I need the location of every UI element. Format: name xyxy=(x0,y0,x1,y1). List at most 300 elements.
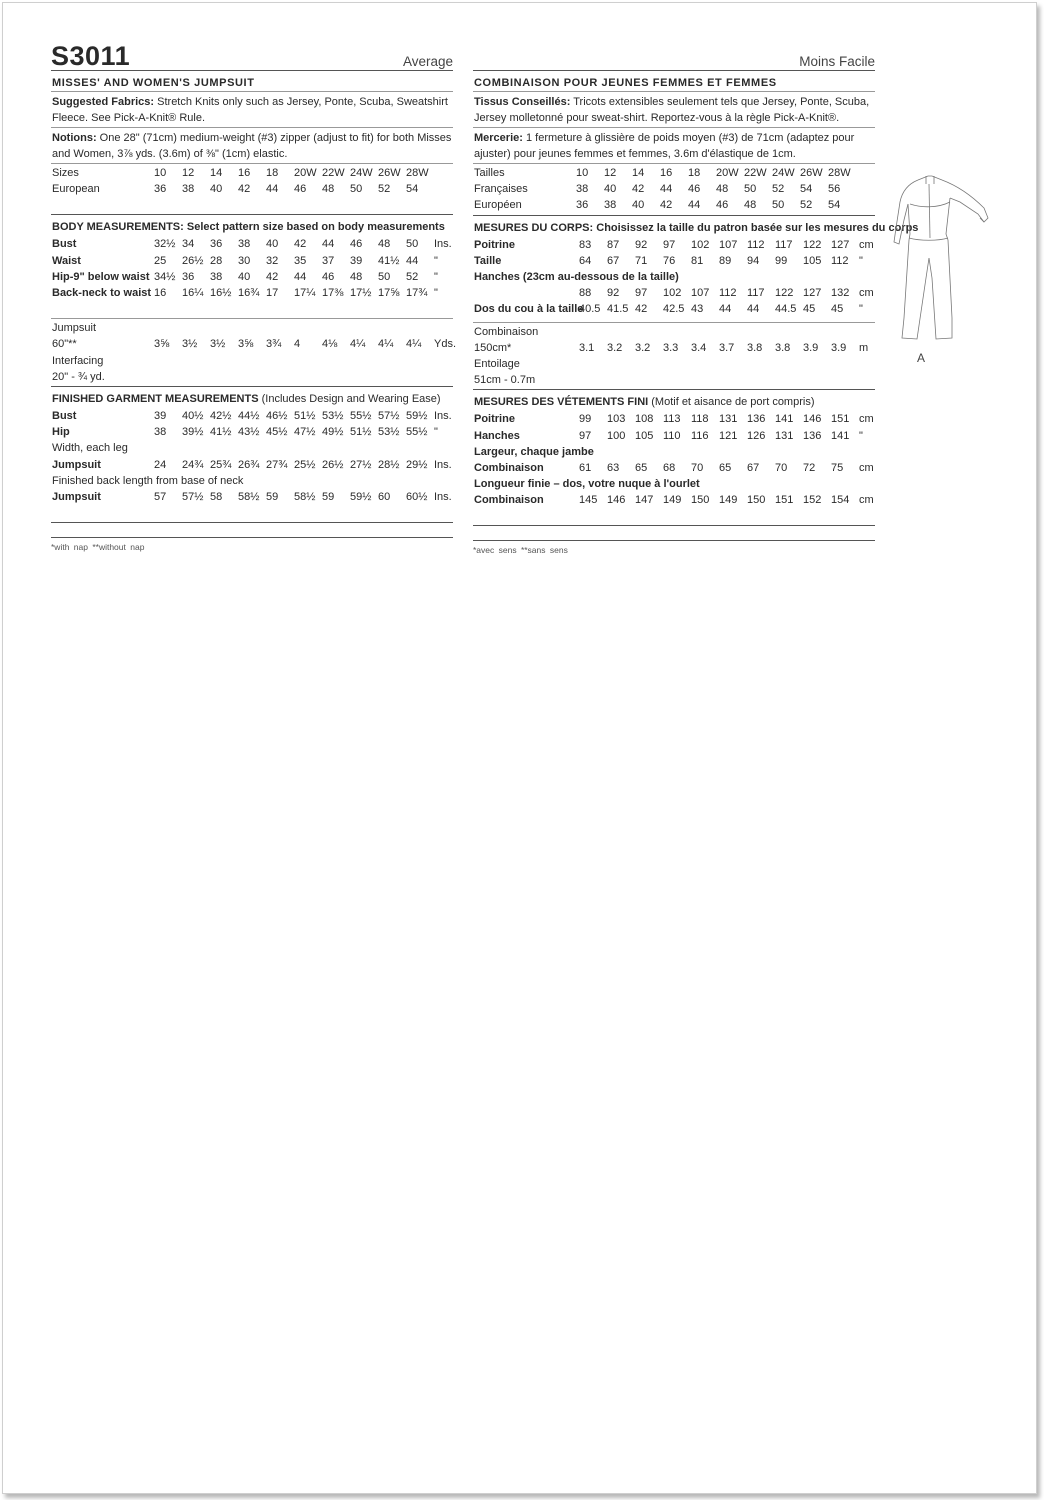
french-column xyxy=(473,42,919,556)
size-value-cell: 3.2 xyxy=(635,341,651,354)
size-value-cell: 151 xyxy=(775,494,794,507)
row-label: Sizes xyxy=(52,167,79,179)
row-label: Waist xyxy=(52,254,81,267)
size-value-cell: 22W xyxy=(744,167,767,179)
size-value-cell: 99 xyxy=(579,413,592,426)
size-value-cell: 26½ xyxy=(322,458,344,471)
size-value-cell: 42 xyxy=(635,303,648,316)
suggested-fabrics-en: Suggested Fabrics: Stretch Knits only such as Jersey, Ponte, Scuba, Sweatshirt Fleece. See Pick-A-Knit® Rule. xyxy=(51,92,453,128)
body-measurements-heading-en: BODY MEASUREMENTS: Select pattern size based on body measurements xyxy=(52,221,445,234)
body-measurements-en xyxy=(51,215,453,319)
size-value-cell: 16¾ xyxy=(238,286,260,299)
size-value-cell: 3.8 xyxy=(775,341,791,354)
unit-cell: Ins. xyxy=(434,238,452,251)
size-value-cell: 40½ xyxy=(182,409,204,422)
size-value-cell: 50 xyxy=(744,183,757,196)
size-value-cell: 40 xyxy=(604,183,617,196)
size-value-cell: 10 xyxy=(154,167,167,179)
row-label: Jumpsuit xyxy=(52,490,101,503)
size-value-cell: 44 xyxy=(406,254,419,267)
row-label: European xyxy=(52,183,100,196)
size-value-cell: 117 xyxy=(747,287,765,300)
finished-measurements-fr xyxy=(473,390,875,526)
size-value-cell: 28 xyxy=(210,254,223,267)
size-value-cell: 52 xyxy=(772,183,785,196)
size-value-cell: 52 xyxy=(378,183,391,196)
size-value-cell: 71 xyxy=(635,254,648,267)
size-value-cell: 83 xyxy=(579,238,592,251)
size-value-cell: 58½ xyxy=(238,490,260,503)
jumpsuit-yardage-row xyxy=(51,336,457,352)
size-value-cell: 40 xyxy=(210,183,223,196)
finished-heading-en: FINISHED GARMENT MEASUREMENTS (Includes Design and Wearing Ease) xyxy=(52,392,441,405)
size-value-cell: 28½ xyxy=(378,458,400,471)
size-value-cell: 3½ xyxy=(182,338,198,351)
size-value-cell: 127 xyxy=(803,287,822,300)
finished-row xyxy=(51,424,453,440)
size-value-cell: 117 xyxy=(775,238,793,251)
size-value-cell: 147 xyxy=(635,494,654,507)
row-label: Combinaison xyxy=(474,461,544,474)
size-value-cell: 52 xyxy=(406,270,419,283)
size-value-cell: 26W xyxy=(378,167,401,179)
entoilage-text: 51cm - 0.7m xyxy=(474,374,536,387)
size-value-cell: 44 xyxy=(688,199,701,212)
size-value-cell: 30 xyxy=(238,254,251,267)
size-value-cell: 131 xyxy=(775,429,794,442)
size-value-cell: 27¾ xyxy=(266,458,288,471)
row-label: Hanches xyxy=(474,429,520,442)
size-value-cell: 34 xyxy=(182,238,195,251)
size-value-cell: 42 xyxy=(294,238,307,251)
interfacing-label-en: Interfacing xyxy=(52,354,104,367)
size-value-cell: 18 xyxy=(266,167,279,179)
size-value-cell: 26¾ xyxy=(238,458,260,471)
size-value-cell: 44 xyxy=(719,303,732,316)
size-value-cell: 39½ xyxy=(182,426,204,439)
size-value-cell: 38 xyxy=(182,183,195,196)
pattern-code: S3011 xyxy=(51,41,131,71)
size-value-cell: 102 xyxy=(691,238,710,251)
body-row xyxy=(51,253,453,269)
size-value-cell: 141 xyxy=(775,413,794,426)
size-value-cell: 112 xyxy=(747,238,765,251)
size-value-cell: 3½ xyxy=(210,338,226,351)
body-row xyxy=(473,237,875,253)
size-value-cell: 55½ xyxy=(406,426,428,439)
size-value-cell: 72 xyxy=(803,461,816,474)
size-value-cell: 56 xyxy=(828,183,841,196)
size-value-cell: 54 xyxy=(800,183,813,196)
row-label: Back-neck to waist xyxy=(52,286,152,299)
pattern-title-fr: COMBINAISON POUR JEUNES FEMMES ET FEMMES xyxy=(473,71,875,92)
unit-cell: " xyxy=(434,270,438,283)
unit-cell: " xyxy=(859,303,863,316)
size-value-cell: 48 xyxy=(716,183,729,196)
body-row xyxy=(51,236,453,252)
size-value-cell: 50 xyxy=(772,199,785,212)
size-value-cell: 24W xyxy=(350,167,373,179)
european-sizes-row xyxy=(51,181,453,197)
header-en xyxy=(51,42,453,71)
size-value-cell: 122 xyxy=(803,238,822,251)
unit-cell: " xyxy=(434,286,438,299)
unit-cell: " xyxy=(434,254,438,267)
size-value-cell: 3.4 xyxy=(691,341,707,354)
size-value-cell: 59½ xyxy=(350,490,372,503)
size-value-cell: 154 xyxy=(831,494,850,507)
length-label-en: Finished back length from base of neck xyxy=(52,474,244,487)
english-column xyxy=(51,41,457,553)
size-value-cell: 103 xyxy=(607,413,626,426)
size-value-cell: 59 xyxy=(266,490,279,503)
size-value-cell: 97 xyxy=(635,287,648,300)
size-value-cell: 88 xyxy=(579,287,592,300)
size-value-cell: 60 xyxy=(378,490,391,503)
size-value-cell: 41½ xyxy=(210,426,232,439)
francaises-row xyxy=(473,181,875,197)
size-value-cell: 43½ xyxy=(238,426,260,439)
size-value-cell: 46 xyxy=(716,199,729,212)
jumpsuit-line-drawing-icon xyxy=(880,168,1000,368)
size-value-cell: 64 xyxy=(579,254,592,267)
size-value-cell: 44 xyxy=(660,183,673,196)
size-value-cell: 44 xyxy=(322,238,335,251)
size-value-cell: 32½ xyxy=(154,238,176,251)
size-value-cell: 150 xyxy=(691,494,710,507)
size-value-cell: 43 xyxy=(691,303,704,316)
size-value-cell: 54 xyxy=(406,183,419,196)
size-value-cell: 59 xyxy=(322,490,335,503)
size-value-cell: 141 xyxy=(831,429,850,442)
unit-cell: Ins. xyxy=(434,490,452,503)
size-value-cell: 99 xyxy=(775,254,788,267)
tailles-row xyxy=(473,165,875,181)
size-value-cell: 40 xyxy=(238,270,251,283)
size-value-cell: 44½ xyxy=(238,409,260,422)
notions-fr: Mercerie: 1 fermeture à glissière de poids moyen (#3) de 71cm (adaptez pour ajuster) pour jeunes femmes et femmes, 3.6m d'élastique de 1cm. xyxy=(473,128,875,164)
size-value-cell: 89 xyxy=(719,254,732,267)
row-label: Combinaison xyxy=(474,494,544,507)
length-label-fr: Longueur finie – dos, votre nuque à l'ourlet xyxy=(474,478,700,491)
size-value-cell: 118 xyxy=(691,413,709,426)
row-label: Françaises xyxy=(474,183,528,196)
row-label: Européen xyxy=(474,199,522,212)
size-value-cell: 107 xyxy=(719,238,738,251)
size-value-cell: 81 xyxy=(691,254,704,267)
size-value-cell: 27½ xyxy=(350,458,372,471)
size-value-cell: 3.8 xyxy=(747,341,763,354)
size-value-cell: 3⅝ xyxy=(154,338,170,351)
size-value-cell: 38 xyxy=(576,183,589,196)
size-value-cell: 49½ xyxy=(322,426,344,439)
length-row xyxy=(473,492,875,508)
size-value-cell: 42 xyxy=(660,199,673,212)
notions-en: Notions: One 28" (71cm) medium-weight (#3) zipper (adjust to fit) for both Misses and Women, 3⅞ yds. (3.6m) of ⅜" (1cm) elastic. xyxy=(51,128,453,164)
dos-row xyxy=(473,301,875,317)
size-value-cell: 14 xyxy=(632,167,645,179)
unit-cell: cm xyxy=(859,287,874,300)
size-value-cell: 3.2 xyxy=(607,341,623,354)
size-value-cell: 14 xyxy=(210,167,223,179)
size-value-cell: 152 xyxy=(803,494,822,507)
size-value-cell: 25½ xyxy=(294,458,316,471)
size-value-cell: 46 xyxy=(294,183,307,196)
size-value-cell: 41.5 xyxy=(607,303,629,316)
europeen-row xyxy=(473,197,875,213)
row-label: Jumpsuit xyxy=(52,458,101,471)
size-value-cell: 42 xyxy=(632,183,645,196)
size-value-cell: 136 xyxy=(747,413,766,426)
size-value-cell: 3.9 xyxy=(831,341,847,354)
body-row xyxy=(51,285,453,301)
size-value-cell: 102 xyxy=(663,287,682,300)
size-value-cell: 36 xyxy=(210,238,223,251)
size-value-cell: 48 xyxy=(744,199,757,212)
size-value-cell: 41½ xyxy=(378,254,400,267)
size-value-cell: 107 xyxy=(691,287,710,300)
size-value-cell: 51½ xyxy=(294,409,316,422)
size-value-cell: 36 xyxy=(154,183,167,196)
size-value-cell: 131 xyxy=(719,413,738,426)
size-value-cell: 150 xyxy=(747,494,766,507)
row-label: Dos du cou à la taille xyxy=(474,303,584,316)
size-value-cell: 76 xyxy=(663,254,676,267)
size-value-cell: 68 xyxy=(663,461,676,474)
row-label: Taille xyxy=(474,254,502,267)
size-value-cell: 145 xyxy=(579,494,598,507)
width-row xyxy=(51,457,453,473)
size-value-cell: 40 xyxy=(632,199,645,212)
size-value-cell: 17⅝ xyxy=(378,286,400,299)
unit-cell: " xyxy=(859,429,863,442)
size-value-cell: 40.5 xyxy=(579,303,601,316)
size-value-cell: 51½ xyxy=(350,426,372,439)
size-value-cell: 57½ xyxy=(378,409,400,422)
size-value-cell: 17 xyxy=(266,286,279,299)
size-value-cell: 20W xyxy=(294,167,317,179)
size-value-cell: 60½ xyxy=(406,490,428,503)
size-value-cell: 12 xyxy=(182,167,195,179)
combinaison-yardage-row xyxy=(473,340,875,356)
row-label: Hip-9" below waist xyxy=(52,270,150,283)
size-value-cell: 67 xyxy=(607,254,620,267)
size-value-cell: 35 xyxy=(294,254,307,267)
finished-heading-fr: MESURES DES VÉTEMENTS FINI (Motif et aisance de port compris) xyxy=(474,396,815,409)
size-value-cell: 16 xyxy=(154,286,167,299)
size-value-cell: 4¼ xyxy=(378,338,394,351)
size-value-cell: 3.7 xyxy=(719,341,735,354)
hanches-row xyxy=(473,285,875,301)
size-value-cell: 16½ xyxy=(210,286,232,299)
size-value-cell: 12 xyxy=(604,167,617,179)
unit-cell: Yds. xyxy=(434,338,457,351)
row-label: 60"** xyxy=(52,338,77,351)
size-value-cell: 53½ xyxy=(378,426,400,439)
size-value-cell: 28W xyxy=(828,167,851,179)
size-value-cell: 36 xyxy=(182,270,195,283)
suggested-fabrics-fr: Tissus Conseillés: Tricots extensibles seulement tels que Jersey, Ponte, Scuba, Jersey molletonné pour sweat-shirt. Reportez-vous à la règle Pick-A-Knit®. xyxy=(473,92,875,128)
size-value-cell: 122 xyxy=(775,287,794,300)
size-value-cell: 37 xyxy=(322,254,335,267)
size-value-cell: 45 xyxy=(831,303,844,316)
body-row xyxy=(51,269,453,285)
size-value-cell: 24W xyxy=(772,167,795,179)
entoilage-label: Entoilage xyxy=(474,357,520,370)
size-value-cell: 46 xyxy=(322,270,335,283)
size-value-cell: 45½ xyxy=(266,426,288,439)
size-value-cell: 113 xyxy=(663,413,681,426)
size-value-cell: 3.9 xyxy=(803,341,819,354)
size-value-cell: 57½ xyxy=(182,490,204,503)
size-value-cell: 110 xyxy=(663,429,681,442)
row-label: 150cm* xyxy=(474,341,512,354)
size-value-cell: 16 xyxy=(660,167,673,179)
size-value-cell: 146 xyxy=(803,413,822,426)
body-measurements-heading-fr: MESURES DU CORPS: Choisissez la taille du patron basée sur les mesures du corps xyxy=(474,221,919,234)
size-value-cell: 61 xyxy=(579,461,592,474)
size-value-cell: 57 xyxy=(154,490,167,503)
size-value-cell: 4 xyxy=(294,338,301,351)
size-value-cell: 146 xyxy=(607,494,626,507)
size-value-cell: 58½ xyxy=(294,490,316,503)
size-value-cell: 48 xyxy=(350,270,363,283)
size-value-cell: 42 xyxy=(266,270,279,283)
size-value-cell: 38 xyxy=(604,199,617,212)
size-value-cell: 17½ xyxy=(350,286,372,299)
finished-row xyxy=(51,408,453,424)
size-value-cell: 44 xyxy=(294,270,307,283)
size-value-cell: 105 xyxy=(635,429,654,442)
size-value-cell: 108 xyxy=(635,413,654,426)
size-value-cell: 70 xyxy=(691,461,704,474)
difficulty-level-fr: Moins Facile xyxy=(799,54,875,69)
length-row xyxy=(51,489,453,505)
size-value-cell: 149 xyxy=(719,494,738,507)
jumpsuit-label-en: Jumpsuit xyxy=(52,322,97,335)
size-value-cell: 65 xyxy=(719,461,732,474)
combinaison-label: Combinaison xyxy=(474,325,539,338)
size-value-cell: 70 xyxy=(775,461,788,474)
unit-cell: cm xyxy=(859,238,874,251)
size-value-cell: 26W xyxy=(800,167,823,179)
size-value-cell: 17⅜ xyxy=(322,286,344,299)
size-value-cell: 97 xyxy=(579,429,592,442)
size-value-cell: 25 xyxy=(154,254,167,267)
size-value-cell: 18 xyxy=(688,167,701,179)
size-value-cell: 100 xyxy=(607,429,626,442)
size-value-cell: 92 xyxy=(607,287,620,300)
size-value-cell: 58 xyxy=(210,490,223,503)
size-value-cell: 136 xyxy=(803,429,822,442)
size-value-cell: 3⅝ xyxy=(238,338,254,351)
size-value-cell: 3¾ xyxy=(266,338,282,351)
finished-row xyxy=(473,428,875,444)
footnote-fr: *avec sens **sans sens xyxy=(473,540,875,555)
size-value-cell: 4¼ xyxy=(350,338,366,351)
size-value-cell: 112 xyxy=(831,254,849,267)
unit-cell: cm xyxy=(859,413,874,426)
size-value-cell: 116 xyxy=(691,429,709,442)
size-value-cell: 48 xyxy=(322,183,335,196)
size-value-cell: 24 xyxy=(154,458,167,471)
size-value-cell: 132 xyxy=(831,287,850,300)
size-value-cell: 10 xyxy=(576,167,589,179)
size-value-cell: 50 xyxy=(350,183,363,196)
sizes-row xyxy=(51,165,453,181)
size-value-cell: 105 xyxy=(803,254,822,267)
unit-cell: Ins. xyxy=(434,409,452,422)
width-label-en: Width, each leg xyxy=(52,442,128,455)
size-value-cell: 25¾ xyxy=(210,458,232,471)
size-value-cell: 63 xyxy=(607,461,620,474)
size-value-cell: 46 xyxy=(688,183,701,196)
size-value-cell: 50 xyxy=(406,238,419,251)
size-value-cell: 34½ xyxy=(154,270,176,283)
size-value-cell: 16 xyxy=(238,167,251,179)
row-label: Bust xyxy=(52,409,77,422)
size-value-cell: 3.1 xyxy=(579,341,595,354)
row-label: Bust xyxy=(52,238,77,251)
size-value-cell: 17¾ xyxy=(406,286,428,299)
size-value-cell: 22W xyxy=(322,167,345,179)
size-value-cell: 67 xyxy=(747,461,760,474)
size-value-cell: 38 xyxy=(154,426,167,439)
unit-cell: cm xyxy=(859,461,874,474)
view-label-a: A xyxy=(917,351,926,365)
size-value-cell: 87 xyxy=(607,238,620,251)
size-value-cell: 39 xyxy=(350,254,363,267)
width-row xyxy=(473,460,875,476)
size-value-cell: 26½ xyxy=(182,254,204,267)
size-value-cell: 46½ xyxy=(266,409,288,422)
size-value-cell: 149 xyxy=(663,494,682,507)
size-value-cell: 50 xyxy=(378,270,391,283)
size-value-cell: 44 xyxy=(747,303,760,316)
size-value-cell: 94 xyxy=(747,254,760,267)
unit-cell: " xyxy=(434,426,438,439)
size-value-cell: 47½ xyxy=(294,426,316,439)
row-label: Poitrine xyxy=(474,238,515,251)
size-value-cell: 36 xyxy=(576,199,589,212)
yardage-fr xyxy=(473,323,875,391)
unit-cell: Ins. xyxy=(434,458,452,471)
size-value-cell: 42.5 xyxy=(663,303,685,316)
size-value-cell: 112 xyxy=(719,287,737,300)
size-value-cell: 48 xyxy=(378,238,391,251)
header-fr xyxy=(473,42,875,71)
size-value-cell: 4⅛ xyxy=(322,338,338,351)
size-value-cell: 97 xyxy=(663,238,676,251)
size-value-cell: 16¼ xyxy=(182,286,204,299)
unit-cell: " xyxy=(859,254,863,267)
yardage-en xyxy=(51,319,457,387)
size-value-cell: 20W xyxy=(716,167,739,179)
finished-measurements-en xyxy=(51,387,453,523)
size-value-cell: 46 xyxy=(350,238,363,251)
size-value-cell: 75 xyxy=(831,461,844,474)
size-table-en xyxy=(51,164,453,215)
finished-row xyxy=(473,411,875,427)
size-value-cell: 54 xyxy=(828,199,841,212)
size-value-cell: 32 xyxy=(266,254,279,267)
size-value-cell: 127 xyxy=(831,238,850,251)
interfacing-text-en: 20" - ¾ yd. xyxy=(52,370,105,383)
size-value-cell: 42½ xyxy=(210,409,232,422)
row-label xyxy=(473,285,579,301)
difficulty-level-en: Average xyxy=(402,54,453,69)
row-label: Hip xyxy=(52,426,70,439)
